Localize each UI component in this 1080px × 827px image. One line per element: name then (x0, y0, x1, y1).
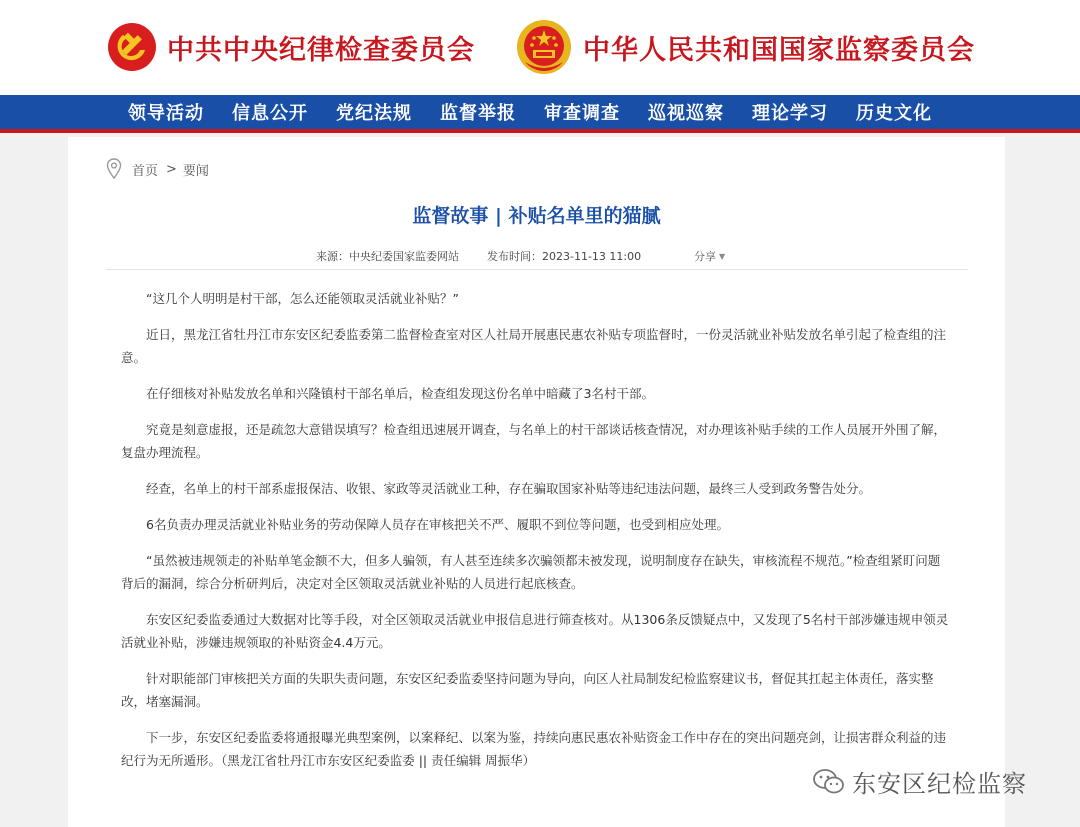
nav-item-regulations[interactable]: 党纪法规 (336, 103, 412, 124)
wechat-icon (812, 768, 846, 796)
nav-item-information[interactable]: 信息公开 (232, 103, 308, 124)
watermark-text: 东安区纪检监察 (852, 770, 1027, 798)
party-emblem-icon (107, 22, 157, 72)
nav-item-reporting[interactable]: 监督举报 (440, 103, 516, 124)
location-pin-icon (106, 158, 122, 180)
national-emblem-icon (515, 18, 573, 76)
share-label: 分享 (694, 250, 716, 263)
nsc-brand[interactable] (515, 16, 975, 78)
breadcrumb-current[interactable]: 要闻 (182, 163, 209, 179)
nav-item-theory[interactable]: 理论学习 (752, 103, 828, 124)
article-body (121, 287, 951, 785)
article-paragraph: 经查，名单上的村干部系虚报保洁、收银、家政等灵活就业工种，存在骗取国家补贴等违纪违法问题，最终三人受到政务警告处分。 (146, 481, 872, 496)
source-label: 来源： (316, 250, 349, 263)
nav-list (128, 95, 960, 129)
article-paragraph: 究竟是刻意虚报，还是疏忽大意错误填写？检查组迅速展开调查，与名单上的村干部谈话核查情况，对办理该补贴手续的工作人员展开外围了解，复盘办理流程。 (121, 422, 947, 460)
article-paragraph: 下一步，东安区纪委监委将通报曝光典型案例，以案释纪、以案为鉴，持续向惠民惠农补贴资金工作中存在的突出问题亮剑，让损害群众利益的违纪行为无所遁形。（黑龙江省牡丹江市东安区纪委监委 || 责任编辑 周振华） (121, 730, 947, 768)
article-container (68, 137, 1005, 827)
main-navigation (0, 95, 1080, 133)
article-paragraph: 近日，黑龙江省牡丹江市东安区纪委监委第二监督检查室对区人社局开展惠民惠农补贴专项监督时，一份灵活就业补贴发放名单引起了检查组的注意。 (121, 327, 947, 365)
share-button[interactable] (694, 247, 725, 265)
caret-down-icon: ▼ (719, 251, 726, 261)
meta-divider (106, 269, 968, 270)
article-paragraph: 东安区纪委监委通过大数据对比等手段，对全区领取灵活就业申报信息进行筛查核对。从1306条反馈疑点中，又发现了5名村干部涉嫌违规申领灵活就业补贴，涉嫌违规领取的补贴资金4.4万元。 (121, 612, 949, 650)
publish-time: 2023-11-13 11:00 (542, 249, 642, 263)
publish-label: 发布时间： (487, 250, 542, 263)
nsc-brand-title: 中华人民共和国国家监察委员会 (583, 34, 975, 66)
nav-item-history[interactable]: 历史文化 (856, 103, 932, 124)
article-title: 监督故事 | 补贴名单里的猫腻 (412, 205, 661, 227)
site-header (0, 0, 1080, 95)
nav-item-leadership[interactable]: 领导活动 (128, 103, 204, 124)
article-meta (316, 247, 641, 265)
article-paragraph: 针对职能部门审核把关方面的失职失责问题，东安区纪委监委坚持问题为导向，向区人社局制发纪检监察建议书，督促其扛起主体责任，落实整改，堵塞漏洞。 (121, 671, 934, 709)
wechat-watermark (812, 764, 1027, 799)
source-value: 中央纪委国家监委网站 (349, 250, 459, 263)
breadcrumb-separator: > (166, 161, 177, 177)
article-paragraph: “虽然被违规领走的补贴单笔金额不大，但多人骗领，有人甚至连续多次骗领都未被发现，说明制度存在缺失，审核流程不规范。”检查组紧盯问题背后的漏洞，综合分析研判后，决定对全区领取灵活就业补贴的人员进行起底核查。 (121, 553, 941, 591)
article-paragraph: 6名负责办理灵活就业补贴业务的劳动保障人员存在审核把关不严、履职不到位等问题，也受到相应处理。 (146, 517, 729, 532)
nav-item-investigation[interactable]: 审查调查 (544, 103, 620, 124)
breadcrumb (106, 157, 209, 181)
article-paragraph: “这几个人明明是村干部，怎么还能领取灵活就业补贴？” (146, 291, 459, 306)
breadcrumb-home[interactable]: 首页 (132, 163, 159, 179)
nav-item-inspection[interactable]: 巡视巡察 (648, 103, 724, 124)
cpc-brand[interactable] (107, 16, 475, 78)
article-paragraph: 在仔细核对补贴发放名单和兴隆镇村干部名单后，检查组发现这份名单中暗藏了3名村干部。 (146, 386, 654, 401)
cpc-brand-title: 中共中央纪律检查委员会 (167, 34, 475, 66)
